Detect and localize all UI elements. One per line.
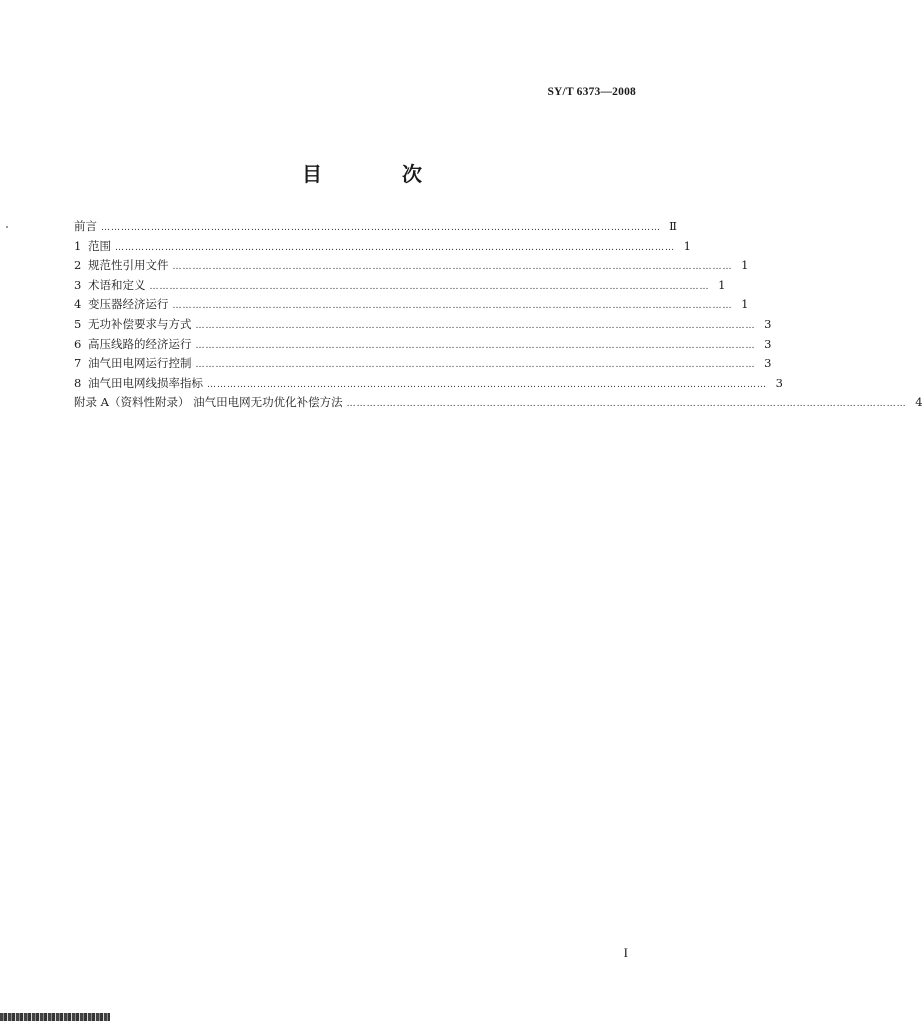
toc-entry-page: 1 <box>683 238 691 253</box>
toc-entry-page: 1 <box>741 258 749 273</box>
toc-dot-leader: …………………………………………………………………………………………………………………………………………………… <box>195 360 756 371</box>
toc-entry-page: 4 <box>915 395 923 410</box>
toc-dot-leader: …………………………………………………………………………………………………………………………………………………… <box>172 301 733 312</box>
toc-entry-page: Ⅱ <box>669 219 677 233</box>
toc-entry-page: 3 <box>764 356 772 371</box>
toc-entry-3[interactable] <box>74 276 726 296</box>
toc-entry-appendix-a[interactable] <box>74 393 923 413</box>
scan-edge-artifact <box>0 1013 110 1021</box>
toc-entry-1[interactable] <box>74 237 691 257</box>
toc-dot-leader: …………………………………………………………………………………………………………………………………………………… <box>149 281 710 292</box>
toc-entry-6[interactable] <box>74 335 772 355</box>
toc-entry-label: 前言 <box>74 219 97 233</box>
toc-entry-number: 5 <box>74 316 82 331</box>
toc-entry-label: 变压器经济运行 <box>88 297 169 312</box>
table-of-contents <box>74 217 923 413</box>
toc-entry-number: 3 <box>74 277 82 292</box>
toc-entry-2[interactable] <box>74 256 749 276</box>
toc-dot-leader: …………………………………………………………………………………………………………………………………………………… <box>115 242 675 253</box>
toc-entry-label: 规范性引用文件 <box>88 258 169 273</box>
toc-entry-page: 1 <box>718 277 726 292</box>
toc-entry-number: 2 <box>74 258 82 273</box>
toc-dot-leader: …………………………………………………………………………………………………………………………………………………… <box>346 399 907 410</box>
toc-entry-label: 无功补偿要求与方式 <box>88 316 192 331</box>
toc-entry-5[interactable] <box>74 315 772 335</box>
toc-dot-leader: …………………………………………………………………………………………………………………………………………………… <box>195 340 756 351</box>
toc-entry-number: 6 <box>74 336 82 351</box>
toc-entry-page: 3 <box>764 336 772 351</box>
toc-entry-number: 4 <box>74 297 82 312</box>
toc-entry-label: 范围 <box>88 238 111 253</box>
toc-dot-leader: …………………………………………………………………………………………………………………………………………………… <box>195 320 756 331</box>
toc-entry-number: 7 <box>74 356 82 371</box>
page-title: 目 次 <box>302 162 452 186</box>
toc-entry-label: 附录 A（资料性附录） 油气田电网无功优化补偿方法 <box>74 395 343 410</box>
toc-entry-label: 油气田电网线损率指标 <box>88 375 203 390</box>
toc-entry-number: 1 <box>74 238 82 253</box>
footer-page-number: I <box>623 945 628 960</box>
toc-entry-4[interactable] <box>74 295 749 315</box>
toc-entry-page: 1 <box>741 297 749 312</box>
toc-entry-label: 油气田电网运行控制 <box>88 356 192 371</box>
toc-entry-label: 高压线路的经济运行 <box>88 336 192 351</box>
scan-speck <box>6 226 8 228</box>
toc-entry-foreword[interactable] <box>74 217 677 237</box>
toc-dot-leader: …………………………………………………………………………………………………………………………………………………… <box>101 223 661 233</box>
toc-entry-label: 术语和定义 <box>88 277 146 292</box>
toc-dot-leader: …………………………………………………………………………………………………………………………………………………… <box>172 262 733 273</box>
toc-entry-number: 8 <box>74 375 82 390</box>
standard-code: SY/T 6373—2008 <box>547 86 636 98</box>
toc-entry-8[interactable] <box>74 374 783 394</box>
toc-entry-page: 3 <box>764 316 772 331</box>
toc-dot-leader: …………………………………………………………………………………………………………………………………………………… <box>207 379 767 390</box>
toc-entry-7[interactable] <box>74 354 772 374</box>
toc-entry-page: 3 <box>775 375 783 390</box>
